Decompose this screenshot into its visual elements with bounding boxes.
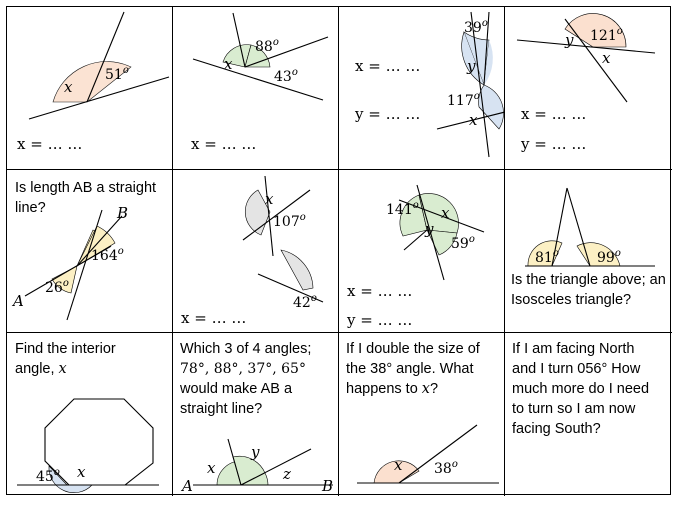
- cell-9: [7, 333, 173, 496]
- question-text: If I am facing North and I turn 056° How much more do I need to turn so I am now facing South?: [512, 341, 650, 437]
- angle-y-label: y: [425, 220, 434, 238]
- angle-label-26: 26$^o$: [45, 278, 69, 296]
- angle-label-42: 42$^o$: [293, 293, 317, 311]
- cell-4: [505, 7, 672, 170]
- angle-diagram-10: [173, 333, 339, 496]
- angle-label-164: 164$^o$: [91, 246, 124, 264]
- cell-1: [7, 7, 173, 170]
- question-text-line2: angle, x: [15, 361, 67, 377]
- angle-label-81: 81$^o$: [535, 248, 559, 266]
- answer-x-blank[interactable]: x = … …: [191, 135, 257, 153]
- cell-11: [339, 333, 505, 496]
- angle-x-label: x: [469, 111, 478, 129]
- point-b-label: B: [117, 204, 129, 222]
- angle-diagram-5: [7, 170, 173, 333]
- angle-label-141: 141$^o$: [386, 200, 419, 218]
- angle-diagram-7: [339, 170, 505, 333]
- angle-label-121: 121$^o$: [590, 26, 623, 44]
- angle-y-label: y: [467, 57, 476, 75]
- angle-x-label: x: [394, 456, 403, 474]
- angle-diagram-3: [339, 7, 505, 170]
- cell-2: [173, 7, 339, 170]
- angle-x-label: x: [602, 49, 611, 67]
- cell-7: [339, 170, 505, 333]
- answer-x-blank[interactable]: x = … …: [521, 105, 587, 123]
- point-a-label: A: [13, 292, 24, 310]
- angle-x-label: x: [441, 204, 450, 222]
- angle-label-45: 45$^o$: [36, 467, 60, 485]
- point-a-label: A: [182, 477, 193, 495]
- angle-label-38: 38$^o$: [434, 459, 458, 477]
- question-text: Is the triangle above; an Isosceles triangle?: [511, 272, 666, 308]
- answer-x-blank[interactable]: x = … …: [17, 135, 83, 153]
- angle-options: 78°, 88°, 37°, 65°: [180, 361, 306, 377]
- cell-10: [173, 333, 339, 496]
- angle-label-39: 39$^o$: [464, 18, 488, 36]
- angle-x-label: x: [77, 463, 86, 481]
- angle-label-51: 51$^o$: [105, 65, 129, 83]
- angle-label-107: 107$^o$: [273, 212, 306, 230]
- answer-y-blank[interactable]: y = … …: [347, 311, 413, 329]
- cell-8: [505, 170, 672, 333]
- point-b-label: B: [322, 477, 334, 495]
- worksheet-grid: [6, 6, 671, 495]
- angle-x-label: x: [224, 55, 233, 73]
- cell-12: [505, 333, 672, 496]
- answer-y-blank[interactable]: y = … …: [355, 105, 421, 123]
- cell-3: [339, 7, 505, 170]
- question-text-line1: Find the interior: [15, 341, 116, 357]
- answer-x-blank[interactable]: x = … …: [181, 309, 247, 327]
- answer-y-blank[interactable]: y = … …: [521, 135, 587, 153]
- answer-x-blank[interactable]: x = … …: [347, 282, 413, 300]
- question-text: Is length AB a straight line?: [15, 180, 157, 216]
- angle-label-88: 88$^o$: [255, 37, 279, 55]
- cell-5: [7, 170, 173, 333]
- angle-x-label: x: [64, 78, 73, 96]
- angle-x-label: x: [265, 190, 274, 208]
- angle-label-43: 43$^o$: [274, 67, 298, 85]
- angle-label-99: 99$^o$: [597, 248, 621, 266]
- question-text: If I double the size of the 38° angle. What happens to x?: [346, 341, 480, 397]
- question-text: Which 3 of 4 angles; 78°, 88°, 37°, 65° would make AB a straight line?: [180, 339, 336, 419]
- answer-x-blank[interactable]: x = … …: [355, 57, 421, 75]
- angle-x-label: x: [207, 459, 216, 477]
- angle-y-label: y: [251, 443, 260, 461]
- angle-label-59: 59$^o$: [451, 234, 475, 252]
- angle-diagram-11: [339, 333, 505, 496]
- angle-z-label: z: [283, 465, 291, 483]
- cell-6: [173, 170, 339, 333]
- octagon-diagram: [7, 333, 173, 496]
- angle-y-label: y: [565, 31, 574, 49]
- angle-label-117: 117$^o$: [447, 91, 480, 109]
